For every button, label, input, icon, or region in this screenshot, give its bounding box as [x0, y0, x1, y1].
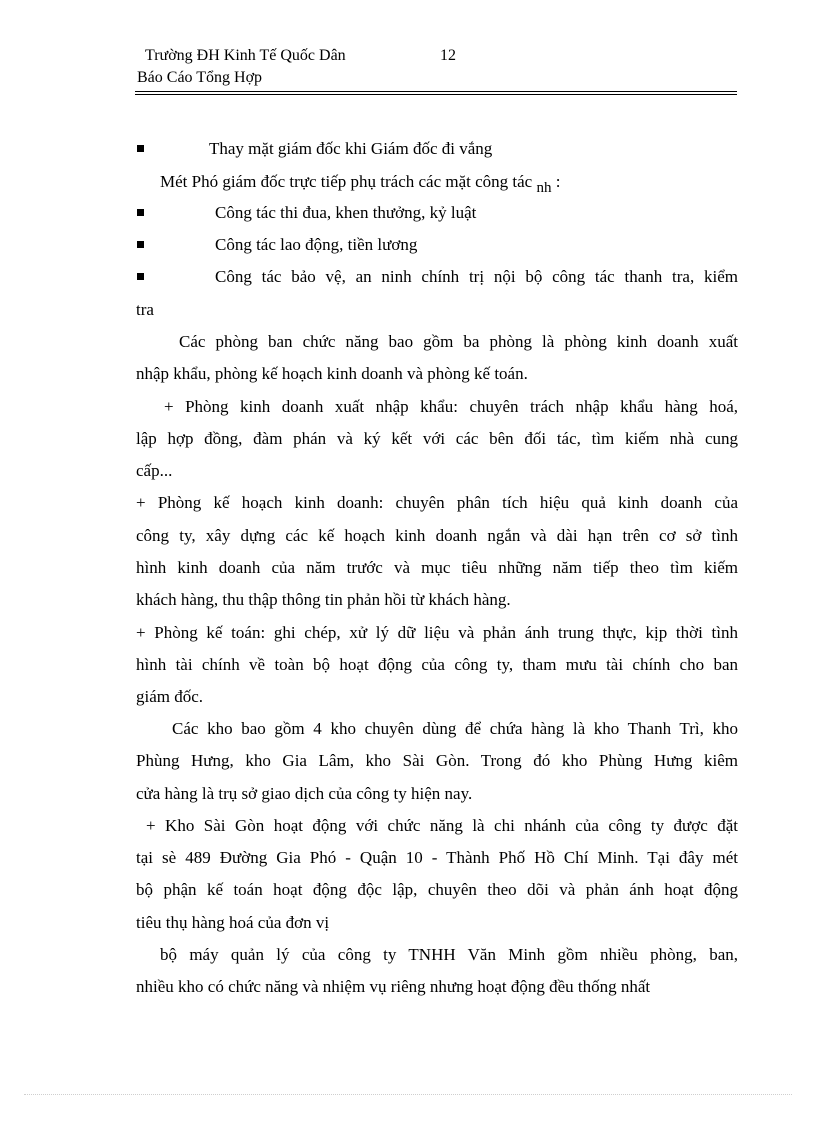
body-line: Công tác bảo vệ, an ninh chính trị nội bộ công tác thanh tra, kiểm — [215, 267, 738, 286]
body-line: + Phòng kinh doanh xuất nhập khẩu: chuyên trách nhập khẩu hàng hoá, — [164, 397, 738, 416]
body-line: khách hàng, thu thập thông tin phản hồi từ khách hàng. — [136, 590, 511, 609]
body-line: + Phòng kế hoạch kinh doanh: chuyên phân tích hiệu quả kinh doanh của — [136, 493, 738, 512]
header-rule-top — [135, 91, 737, 92]
body-line: Công tác lao động, tiền lương — [215, 235, 418, 254]
bullet-icon — [137, 209, 144, 216]
body-line: + Phòng kế toán: ghi chép, xử lý dữ liệu và phản ánh trung thực, kịp thời tình — [136, 623, 738, 642]
body-line: bộ máy quản lý của công ty TNHH Văn Minh gồm nhiều phòng, ban, — [160, 945, 738, 964]
body-line: Các kho bao gồm 4 kho chuyên dùng để chứa hàng là kho Thanh Trì, kho — [172, 719, 738, 738]
body-line: nhiều kho có chức năng và nhiệm vụ riêng nhưng hoạt động đều thống nhất — [136, 977, 651, 996]
header-school: Trường ĐH Kinh Tế Quốc Dân — [145, 47, 346, 64]
body-line: giám đốc. — [136, 687, 204, 706]
body-line: nhập khẩu, phòng kế hoạch kinh doanh và phòng kế toán. — [136, 364, 528, 383]
body-line: tra — [136, 300, 154, 319]
body-line: bộ phận kế toán hoạt động độc lập, chuyên theo dõi và phản ánh hoạt động — [136, 880, 738, 899]
body-line: hình tài chính về toàn bộ hoạt động của công ty, tham mưu tài chính cho ban — [136, 655, 738, 674]
body-line: lập hợp đồng, đàm phán và ký kết với các bên đối tác, tìm kiếm nhà cung — [136, 429, 738, 448]
body-line: cửa hàng là trụ sở giao dịch của công ty hiện nay. — [136, 784, 473, 803]
body-line: tại sè 489 Đường Gia Phó - Quận 10 - Thành Phố Hồ Chí Minh. Tại đây mét — [136, 848, 738, 867]
header-rule-bottom — [135, 94, 737, 95]
bullet-icon — [137, 273, 144, 280]
body-line — [160, 171, 560, 194]
body-line-colon: : — [555, 172, 561, 191]
body-line: Các phòng ban chức năng bao gồm ba phòng là phòng kinh doanh xuất — [179, 332, 738, 351]
body-line: Phùng Hưng, kho Gia Lâm, kho Sài Gòn. Trong đó kho Phùng Hưng kiêm — [136, 751, 738, 770]
body-line: Thay mặt giám đốc khi Giám đốc đi vắng — [209, 139, 493, 158]
body-line-text: Mét Phó giám đốc trực tiếp phụ trách các mặt công tác — [160, 172, 533, 191]
body-line: tiêu thụ hàng hoá của đơn vị — [136, 913, 330, 932]
body-line-subscript: nh — [536, 180, 552, 196]
bullet-icon — [137, 145, 144, 152]
page-bottom-border — [24, 1094, 792, 1095]
body-line: Công tác thi đua, khen thưởng, kỷ luật — [215, 203, 477, 222]
header-report-title: Báo Cáo Tổng Hợp — [137, 69, 263, 86]
page-number: 12 — [440, 47, 456, 64]
body-line: công ty, xây dựng các kế hoạch kinh doanh ngắn và dài hạn trên cơ sở tình — [136, 526, 738, 545]
bullet-icon — [137, 241, 144, 248]
body-line: + Kho Sài Gòn hoạt động với chức năng là chi nhánh của công ty được đặt — [146, 816, 738, 835]
body-line: hình kinh doanh của năm trước và mục tiêu những năm tiếp theo tìm kiếm — [136, 558, 738, 577]
body-line: cấp... — [136, 461, 173, 480]
